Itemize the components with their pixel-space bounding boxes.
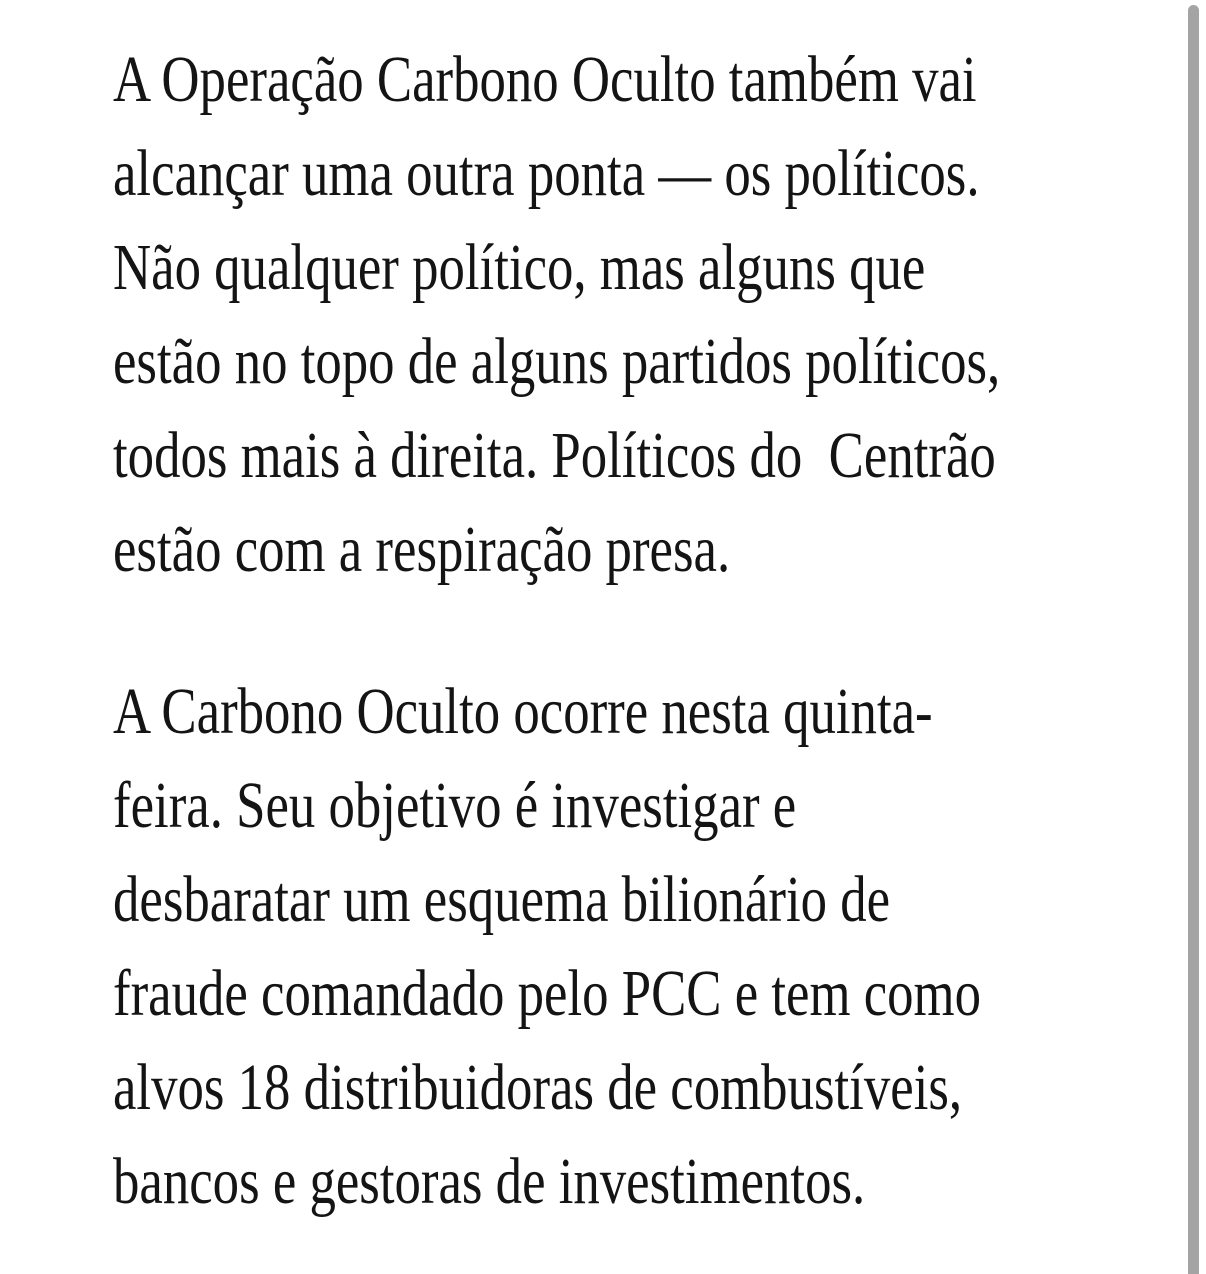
scrollbar-track[interactable] — [1188, 0, 1206, 1274]
text-line: alcançar uma outra ponta — os políticos. — [113, 137, 980, 210]
article-body — [113, 33, 1133, 1274]
text-line: Não qualquer político, mas alguns que — [113, 231, 926, 304]
text-line: feira. Seu objetivo é investigar e — [113, 769, 797, 842]
text-line: estão com a respiração presa. — [113, 513, 731, 586]
text-line: estão no topo de alguns partidos políticos, — [113, 325, 1001, 398]
text-line: alvos 18 distribuidoras de combustíveis, — [113, 1051, 963, 1124]
text-line: A Carbono Oculto ocorre nesta quinta- — [113, 675, 933, 748]
scrollbar-thumb[interactable] — [1188, 5, 1199, 1274]
text-line: desbaratar um esquema bilionário de — [113, 863, 891, 936]
text-line: fraude comandado pelo PCC e tem como — [113, 957, 982, 1030]
text-line: bancos e gestoras de investimentos. — [113, 1145, 866, 1218]
paragraph — [113, 665, 1133, 1229]
paragraph — [113, 33, 1133, 597]
text-line: todos mais à direita. Políticos do Centrão — [113, 419, 996, 492]
text-line: A Operação Carbono Oculto também vai — [113, 43, 977, 116]
